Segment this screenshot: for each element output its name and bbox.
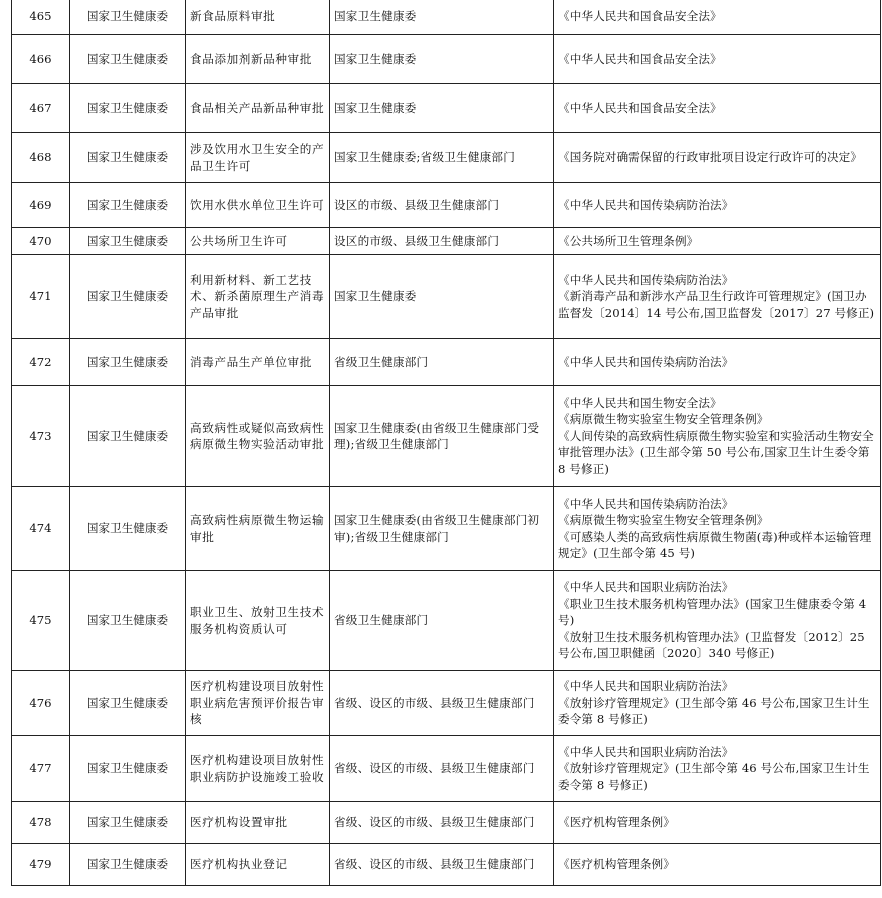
item-name-cell: 医疗机构设置审批 [186,802,330,844]
item-name-cell: 食品添加剂新品种审批 [186,35,330,84]
implementing-body-cell: 省级、设区的市级、县级卫生健康部门 [330,844,554,886]
legal-basis-cell: 《公共场所卫生管理条例》 [554,228,881,255]
department-cell: 国家卫生健康委 [70,671,186,736]
department-cell: 国家卫生健康委 [70,35,186,84]
item-name-cell: 职业卫生、放射卫生技术服务机构资质认可 [186,571,330,671]
table-row [12,183,881,228]
implementing-body-cell: 国家卫生健康委 [330,35,554,84]
department-cell: 国家卫生健康委 [70,386,186,487]
department-cell: 国家卫生健康委 [70,844,186,886]
legal-basis-cell: 《中华人民共和国传染病防治法》 [554,183,881,228]
row-number: 478 [12,802,70,844]
department-cell: 国家卫生健康委 [70,487,186,571]
legal-basis-cell: 《中华人民共和国职业病防治法》 《职业卫生技术服务机构管理办法》(国家卫生健康委令第 4 号) 《放射卫生技术服务机构管理办法》(卫监督发〔2012〕25 号公布,国卫职健函〔2020〕340 号修正) [554,571,881,671]
table-row [12,671,881,736]
legal-basis-cell: 《中华人民共和国食品安全法》 [554,84,881,133]
row-number: 467 [12,84,70,133]
implementing-body-cell: 国家卫生健康委 [330,0,554,35]
item-name-cell: 高致病性或疑似高致病性病原微生物实验活动审批 [186,386,330,487]
row-number: 479 [12,844,70,886]
implementing-body-cell: 国家卫生健康委 [330,255,554,339]
row-number: 474 [12,487,70,571]
legal-basis-cell: 《医疗机构管理条例》 [554,802,881,844]
implementing-body-cell: 省级卫生健康部门 [330,339,554,386]
legal-basis-cell: 《中华人民共和国生物安全法》 《病原微生物实验室生物安全管理条例》 《人间传染的高致病性病原微生物实验室和实验活动生物安全审批管理办法》(卫生部令第 50 号公布,国家卫生计生委令第 8 号修正) [554,386,881,487]
department-cell: 国家卫生健康委 [70,736,186,802]
table-row [12,84,881,133]
department-cell: 国家卫生健康委 [70,228,186,255]
row-number: 477 [12,736,70,802]
department-cell: 国家卫生健康委 [70,0,186,35]
item-name-cell: 公共场所卫生许可 [186,228,330,255]
row-number: 469 [12,183,70,228]
legal-basis-cell: 《中华人民共和国职业病防治法》 《放射诊疗管理规定》(卫生部令第 46 号公布,国家卫生计生委令第 8 号修正) [554,671,881,736]
row-number: 475 [12,571,70,671]
implementing-body-cell: 国家卫生健康委(由省级卫生健康部门受理);省级卫生健康部门 [330,386,554,487]
implementing-body-cell: 设区的市级、县级卫生健康部门 [330,183,554,228]
implementing-body-cell: 国家卫生健康委 [330,84,554,133]
row-number: 472 [12,339,70,386]
table-row [12,35,881,84]
department-cell: 国家卫生健康委 [70,255,186,339]
item-name-cell: 利用新材料、新工艺技术、新杀菌原理生产消毒产品审批 [186,255,330,339]
table-row [12,339,881,386]
table-row [12,228,881,255]
row-number: 476 [12,671,70,736]
department-cell: 国家卫生健康委 [70,339,186,386]
row-number: 466 [12,35,70,84]
department-cell: 国家卫生健康委 [70,133,186,183]
row-number: 471 [12,255,70,339]
legal-basis-cell: 《中华人民共和国职业病防治法》 《放射诊疗管理规定》(卫生部令第 46 号公布,国家卫生计生委令第 8 号修正) [554,736,881,802]
table-row [12,386,881,487]
legal-basis-cell: 《中华人民共和国传染病防治法》 [554,339,881,386]
item-name-cell: 消毒产品生产单位审批 [186,339,330,386]
department-cell: 国家卫生健康委 [70,183,186,228]
implementing-body-cell: 省级、设区的市级、县级卫生健康部门 [330,736,554,802]
department-cell: 国家卫生健康委 [70,84,186,133]
legal-basis-cell: 《中华人民共和国传染病防治法》 《病原微生物实验室生物安全管理条例》 《可感染人类的高致病性病原微生物菌(毒)种或样本运输管理规定》(卫生部令第 45 号) [554,487,881,571]
implementing-body-cell: 国家卫生健康委;省级卫生健康部门 [330,133,554,183]
implementing-body-cell: 省级、设区的市级、县级卫生健康部门 [330,802,554,844]
item-name-cell: 医疗机构执业登记 [186,844,330,886]
legal-basis-cell: 《国务院对确需保留的行政审批项目设定行政许可的决定》 [554,133,881,183]
item-name-cell: 饮用水供水单位卫生许可 [186,183,330,228]
implementing-body-cell: 省级卫生健康部门 [330,571,554,671]
approval-items-table [11,0,881,886]
legal-basis-cell: 《中华人民共和国食品安全法》 [554,0,881,35]
legal-basis-cell: 《中华人民共和国食品安全法》 [554,35,881,84]
item-name-cell: 高致病性病原微生物运输审批 [186,487,330,571]
table-row [12,844,881,886]
table-row [12,0,881,35]
item-name-cell: 涉及饮用水卫生安全的产品卫生许可 [186,133,330,183]
item-name-cell: 食品相关产品新品种审批 [186,84,330,133]
item-name-cell: 新食品原料审批 [186,0,330,35]
table-row [12,802,881,844]
implementing-body-cell: 省级、设区的市级、县级卫生健康部门 [330,671,554,736]
item-name-cell: 医疗机构建设项目放射性职业病防护设施竣工验收 [186,736,330,802]
table-row [12,255,881,339]
row-number: 473 [12,386,70,487]
table-row [12,133,881,183]
row-number: 468 [12,133,70,183]
department-cell: 国家卫生健康委 [70,571,186,671]
legal-basis-cell: 《医疗机构管理条例》 [554,844,881,886]
legal-basis-cell: 《中华人民共和国传染病防治法》 《新消毒产品和新涉水产品卫生行政许可管理规定》(国卫办监督发〔2014〕14 号公布,国卫监督发〔2017〕27 号修正) [554,255,881,339]
item-name-cell: 医疗机构建设项目放射性职业病危害预评价报告审核 [186,671,330,736]
implementing-body-cell: 国家卫生健康委(由省级卫生健康部门初审);省级卫生健康部门 [330,487,554,571]
table-row [12,736,881,802]
table-row [12,487,881,571]
row-number: 470 [12,228,70,255]
row-number: 465 [12,0,70,35]
table-row [12,571,881,671]
department-cell: 国家卫生健康委 [70,802,186,844]
implementing-body-cell: 设区的市级、县级卫生健康部门 [330,228,554,255]
